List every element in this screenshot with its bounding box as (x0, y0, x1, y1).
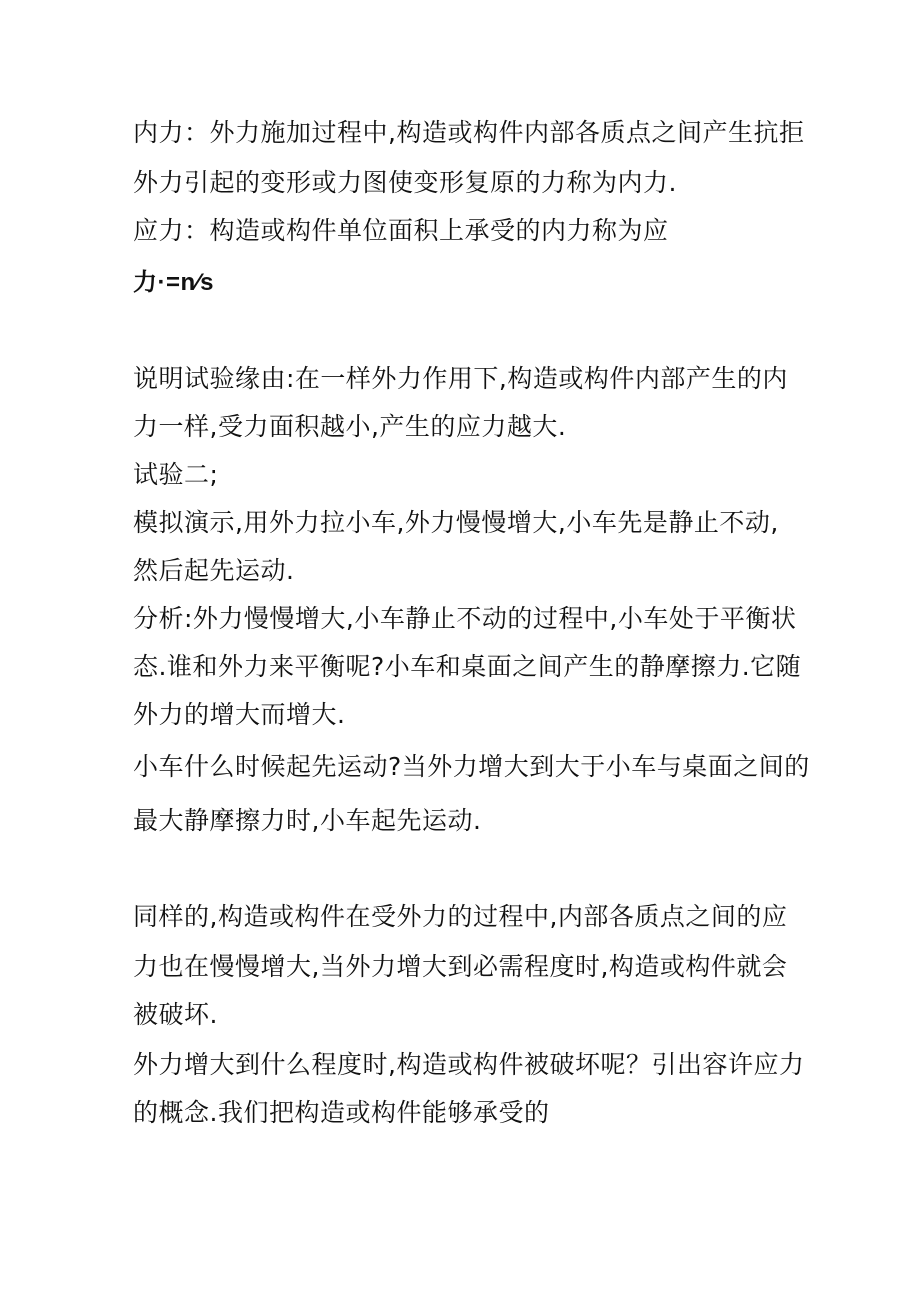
text-line-internal-force-definition-cont: 外力引起的变形或力图使变形复原的力称为内力. (133, 168, 677, 197)
text-line-simulation-cont: 然后起先运动. (133, 556, 295, 585)
text-line-similarly-cont: 力也在慢慢增大,当外力增大到必需程度时,构造或构件就会 (133, 952, 788, 981)
text-line-allowable-stress-question: 外力增大到什么程度时,构造或构件被破坏呢？引出容许应力 (133, 1050, 805, 1079)
text-line-internal-force-definition: 内力：外力施加过程中,构造或构件内部各质点之间产生抗拒 (133, 118, 805, 147)
text-line-allowable-stress-concept: 的概念.我们把构造或构件能够承受的 (133, 1098, 550, 1127)
text-line-experiment-reason: 说明试验缘由:在一样外力作用下,构造或构件内部产生的内 (133, 364, 788, 393)
text-line-stress-definition: 应力：构造或构件单位面积上承受的内力称为应 (133, 216, 669, 245)
text-line-similarly: 同样的,构造或构件在受外力的过程中,内部各质点之间的应 (133, 902, 788, 931)
text-line-analysis-end: 外力的增大而增大. (133, 700, 346, 729)
text-line-similarly-end: 被破坏. (133, 1000, 218, 1029)
text-line-experiment-reason-cont: 力一样,受力面积越小,产生的应力越大. (133, 412, 567, 441)
text-line-question-answer: 最大静摩擦力时,小车起先运动. (133, 806, 482, 835)
text-line-analysis: 分析:外力慢慢增大,小车静止不动的过程中,小车处于平衡状 (133, 604, 797, 633)
text-line-question: 小车什么时候起先运动?当外力增大到大于小车与桌面之间的 (133, 752, 810, 781)
text-line-analysis-cont: 态.谁和外力来平衡呢?小车和桌面之间产生的静摩擦力.它随 (133, 652, 802, 681)
text-line-experiment-two: 试验二; (133, 460, 219, 489)
text-line-stress-formula: 力·=n⁄s (133, 269, 215, 296)
text-line-simulation: 模拟演示,用外力拉小车,外力慢慢增大,小车先是静止不动, (133, 508, 779, 537)
